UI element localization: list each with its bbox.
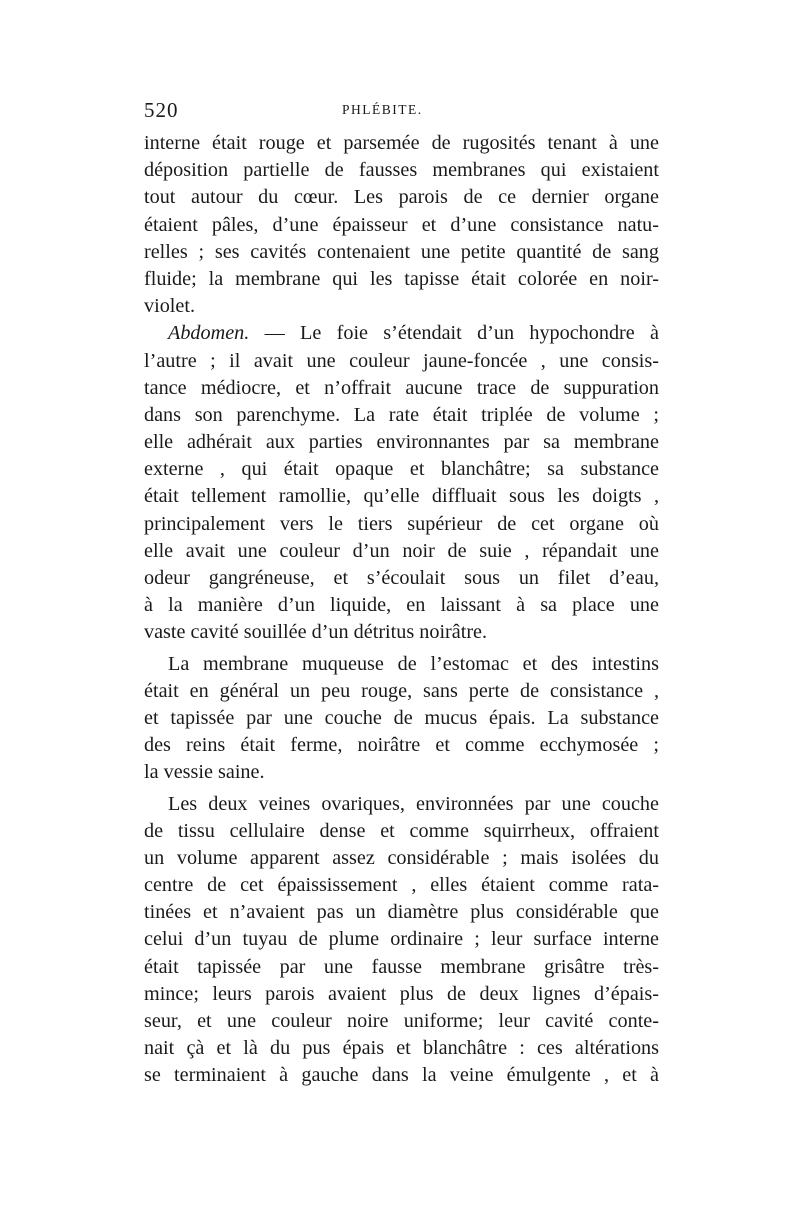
page-header — [144, 98, 659, 130]
text-line: et tapissée par une couche de mucus épais. La substance — [144, 706, 659, 729]
text-line: était tellement ramollie, qu’elle diffluait sous les doigts , — [144, 485, 659, 508]
text-line: la vessie saine. — [144, 761, 265, 784]
book-page — [144, 98, 659, 1090]
text-line: vaste cavité souillée d’un détritus noirâtre. — [144, 621, 488, 644]
text-line: La membrane muqueuse de l’estomac et des intestins — [168, 652, 659, 675]
text-line-rest: — Le foie s’étendait d’un hypochondre à — [249, 322, 659, 345]
text-line: dans son parenchyme. La rate était triplée de volume ; — [144, 403, 659, 426]
paragraph-ovarian-veins — [144, 791, 659, 1090]
text-line — [144, 320, 659, 347]
text-line: odeur gangréneuse, et s’écoulait sous un filet d’eau, — [144, 567, 659, 589]
text-line: nait çà et là du pus épais et blanchâtre : ces altérations — [144, 1037, 659, 1060]
text-line: celui d’un tuyau de plume ordinaire ; leur surface interne — [144, 928, 659, 951]
text-line: un volume apparent assez considérable ; mais isolées du — [144, 846, 659, 869]
text-line: relles ; ses cavités contenaient une petite quantité de sang — [144, 240, 659, 263]
text-line: elle avait une couleur d’un noir de suie , répandait une — [144, 539, 659, 562]
text-line: étaient pâles, d’une épaisseur et d’une consistance natu- — [144, 213, 659, 236]
text-line: elle adhérait aux parties environnantes par sa membrane — [144, 431, 659, 454]
text-line: déposition partielle de fausses membranes qui existaient — [144, 159, 659, 182]
text-line: à la manière d’un liquide, en laissant à sa place une — [144, 594, 659, 617]
text-line: de tissu cellulaire dense et comme squirrheux, offraient — [144, 819, 659, 842]
paragraph-stomach — [144, 651, 659, 787]
running-title: PHLÉBITE. — [342, 102, 423, 117]
paragraph-abdomen — [144, 320, 659, 646]
text-line: mince; leurs parois avaient plus de deux lignes d’épais- — [144, 982, 659, 1005]
text-line: tance médiocre, et n’offrait aucune trace de suppuration — [144, 376, 659, 399]
text-line: violet. — [144, 295, 196, 318]
text-line: externe , qui était opaque et blanchâtre; sa substance — [144, 458, 659, 481]
section-heading-abdomen: Abdomen. — [168, 322, 250, 345]
text-line: seur, et une couleur noire uniforme; leur cavité conte- — [144, 1010, 659, 1032]
page-number: 520 — [144, 98, 179, 122]
paragraph-heart — [144, 130, 659, 320]
text-line: des reins était ferme, noirâtre et comme ecchymosée ; — [144, 734, 659, 757]
text-line: fluide; la membrane qui les tapisse était colorée en noir- — [144, 267, 659, 290]
text-line: se terminaient à gauche dans la veine émulgente , et à — [144, 1064, 659, 1087]
text-line: centre de cet épaississement , elles étaient comme rata- — [144, 874, 659, 897]
text-line: interne était rouge et parsemée de rugosités tenant à une — [144, 132, 659, 154]
text-line: était tapissée par une fausse membrane grisâtre très- — [144, 955, 659, 978]
text-line: tout autour du cœur. Les parois de ce dernier organe — [144, 186, 659, 209]
text-line: Les deux veines ovariques, environnées par une couche — [168, 792, 659, 815]
text-line: l’autre ; il avait une couleur jaune-foncée , une consis- — [144, 349, 659, 372]
text-line: tinées et n’avaient pas un diamètre plus considérable que — [144, 901, 659, 924]
text-line: était en général un peu rouge, sans perte de consistance , — [144, 679, 659, 702]
text-line: principalement vers le tiers supérieur de cet organe où — [144, 512, 659, 535]
